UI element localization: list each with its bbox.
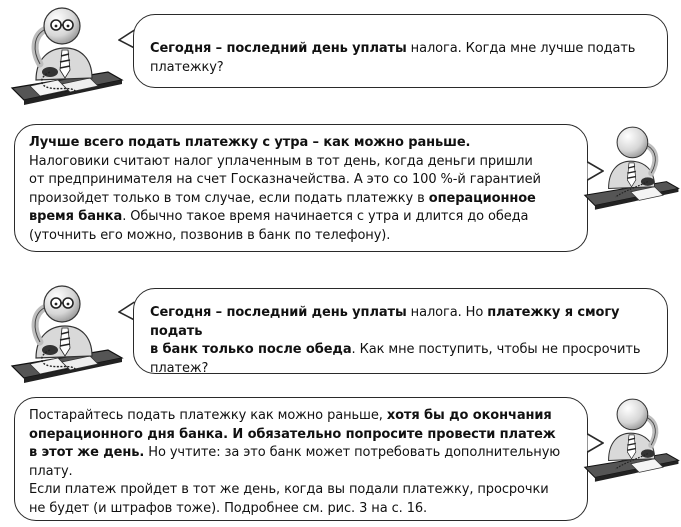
bubble-line (29, 463, 573, 482)
bubble-line (29, 426, 573, 445)
bold-text: операционное (428, 190, 536, 206)
accountant-figure-icon (10, 284, 125, 384)
bubble-line (150, 360, 653, 379)
bubble-line (150, 304, 653, 341)
bank-figure-icon (583, 118, 681, 218)
speech-bubble-question-2 (133, 288, 668, 374)
text: не будет (и штрафов тоже). Подробнее см. рис. 3 на с. 16. (29, 500, 428, 516)
bubble-line (29, 171, 573, 190)
bold-text: Лучше всего подать платежку с утра – как можно раньше. (29, 135, 471, 150)
bubble-line (29, 444, 573, 463)
bubble-line (29, 153, 573, 172)
text: налога. Но (406, 305, 488, 320)
speech-bubble-question-1 (133, 14, 668, 88)
text: платеж? (150, 360, 209, 376)
bold-text: Сегодня – последний день уплаты (150, 41, 407, 56)
bubble-line (29, 227, 573, 246)
text: Но учтите: за это банк может потребовать дополнительную (144, 445, 561, 461)
bold-text: платежку я смогу подать (150, 305, 620, 339)
text: налога. Когда мне лучше подать платежку? (150, 41, 636, 75)
text: Если платеж пройдет в тот же день, когда вы подали платежку, просрочки (29, 482, 549, 498)
bold-text: Сегодня – последний день уплаты (150, 305, 407, 320)
bold-text: в этот же день. (29, 445, 145, 461)
bold-text: хотя бы до окончания (386, 408, 552, 423)
speech-bubble-answer-2 (14, 397, 588, 521)
text: Налоговики считают налог уплаченным в тот день, когда деньги пришли (29, 153, 533, 169)
text: плату. (29, 463, 73, 479)
speech-bubble-answer-1 (14, 124, 588, 252)
accountant-figure-icon (10, 6, 125, 106)
text: Постарайтесь подать платежку как можно раньше, (29, 408, 387, 423)
text: . Как мне поступить, чтобы не просрочить (351, 342, 641, 358)
bubble-line (29, 407, 573, 426)
bold-text: операционного дня банка. И обязательно попросите провести платеж (29, 426, 556, 442)
bubble-line (150, 341, 653, 360)
text: (уточнить его можно, позвонив в банк по телефону). (29, 227, 391, 243)
bubble-line (29, 481, 573, 500)
bank-figure-icon (583, 390, 681, 490)
bubble-line (29, 208, 573, 227)
text: произойдет только в том случае, если подать платежку в (29, 190, 429, 206)
bubble-line (29, 500, 573, 519)
bold-text: время банка (29, 209, 123, 225)
text: . Обычно такое время начинается с утра и длится до обеда (122, 209, 529, 225)
bubble-line (29, 190, 573, 209)
bold-text: в банк только после обеда (150, 342, 352, 358)
bubble-line (150, 40, 653, 77)
text: от предпринимателя на счет Госказначейства. А это со 100 %-й гарантией (29, 172, 541, 188)
bubble-line (29, 134, 573, 153)
